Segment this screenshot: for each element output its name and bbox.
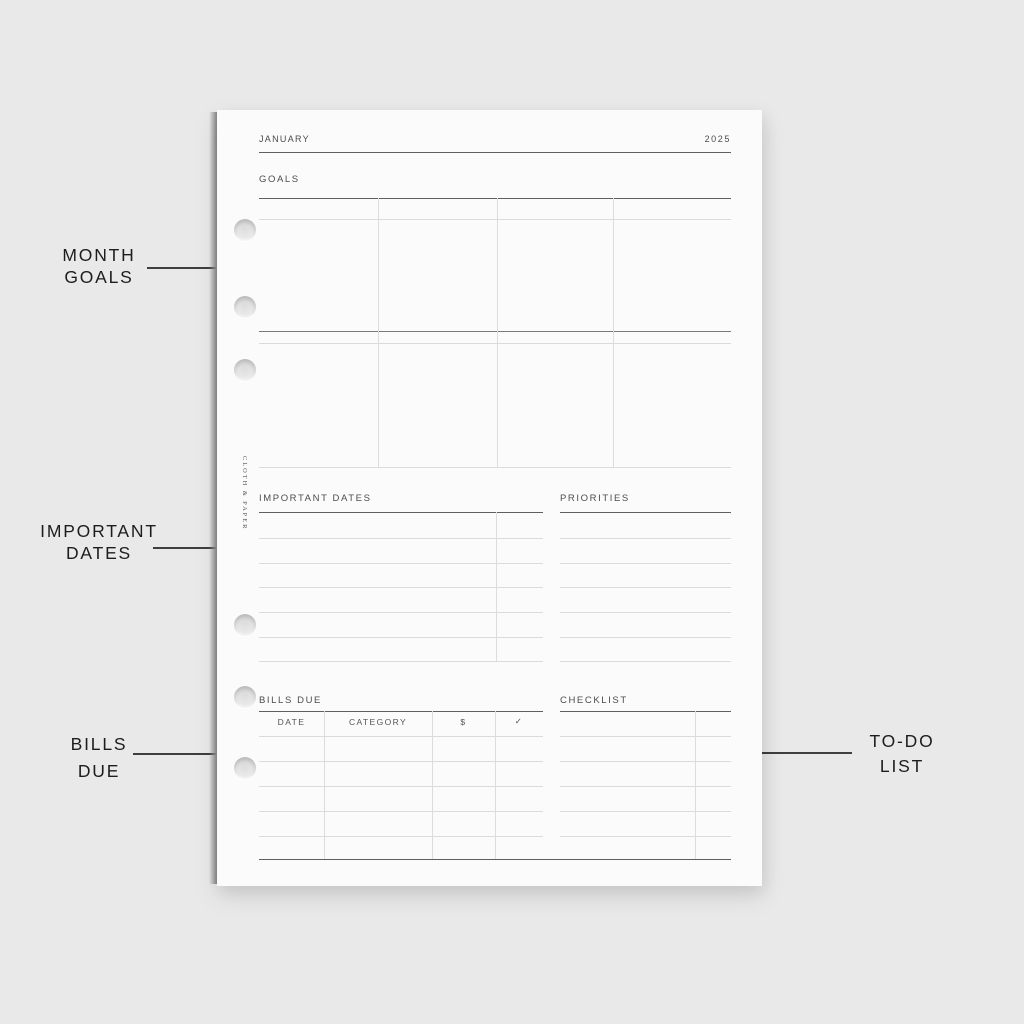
callout-todo-list: [822, 729, 982, 779]
binder-hole-6: [234, 757, 256, 779]
goals-grid-divider: [613, 198, 614, 467]
binder-hole-1: [234, 219, 256, 241]
ruled-line: [259, 587, 543, 588]
ruled-line: [259, 786, 543, 787]
ruled-line: [259, 637, 543, 638]
binder-hole-3: [234, 359, 256, 381]
important-dates-label: IMPORTANT DATES: [259, 493, 372, 504]
callout-todo-list-line2: LIST: [879, 756, 925, 776]
goals-rule: [259, 198, 731, 199]
ruled-line: [259, 563, 543, 564]
ruled-line: [560, 736, 731, 737]
checklist-rule: [560, 711, 731, 712]
callout-important-dates-line1: IMPORTANT: [40, 521, 158, 541]
brand-logo: CLOTH & PAPER: [241, 456, 248, 531]
ruled-line: [259, 761, 543, 762]
important-dates-rule: [259, 512, 543, 513]
callout-month-goals-line2: GOALS: [64, 267, 134, 287]
ruled-line: [259, 736, 543, 737]
goals-grid-line: [259, 343, 731, 344]
checklist-divider: [695, 711, 696, 859]
ruled-line: [259, 661, 543, 662]
bills-table-divider: [324, 711, 325, 859]
bottom-rule: [259, 859, 731, 860]
header-rule: [259, 152, 731, 153]
important-dates-divider: [496, 512, 497, 661]
ruled-line: [560, 836, 731, 837]
bills-col-amount: $: [460, 717, 467, 727]
bills-table-divider: [495, 711, 496, 859]
ruled-line: [560, 587, 731, 588]
goals-grid-line: [259, 467, 731, 468]
binder-hole-5: [234, 686, 256, 708]
callout-month-goals-line1: MONTH: [62, 245, 136, 265]
ruled-line: [560, 811, 731, 812]
goals-grid-divider: [378, 198, 379, 467]
callout-important-dates-line2: DATES: [65, 543, 133, 563]
ruled-line: [259, 811, 543, 812]
ruled-line: [560, 538, 731, 539]
month-title: JANUARY: [259, 134, 310, 144]
ruled-line: [560, 786, 731, 787]
ruled-line: [560, 637, 731, 638]
goals-grid-line: [259, 331, 731, 332]
bills-col-category: CATEGORY: [348, 717, 408, 727]
ruled-line: [259, 836, 543, 837]
callout-bills-due-line2: DUE: [77, 761, 121, 781]
ruled-line: [259, 612, 543, 613]
ruled-line: [560, 761, 731, 762]
callout-month-goals: [18, 244, 180, 288]
ruled-line: [560, 661, 731, 662]
goals-grid-line: [259, 219, 731, 220]
year-title: 2025: [704, 134, 731, 144]
ruled-line: [560, 612, 731, 613]
binder-hole-4: [234, 614, 256, 636]
bills-due-label: BILLS DUE: [259, 695, 322, 706]
priorities-rule: [560, 512, 731, 513]
binder-hole-2: [234, 296, 256, 318]
planner-page: [217, 110, 762, 886]
callout-todo-list-line1: TO-DO: [869, 731, 935, 751]
bills-due-rule: [259, 711, 543, 712]
goals-grid-divider: [497, 198, 498, 467]
callout-bills-due-line1: BILLS: [70, 734, 128, 754]
ruled-line: [560, 563, 731, 564]
bills-col-date: DATE: [277, 717, 306, 727]
callout-important-dates: [18, 520, 180, 564]
bills-col-check-icon: ✓: [514, 716, 524, 726]
goals-label: GOALS: [259, 174, 300, 185]
bills-table-divider: [432, 711, 433, 859]
ruled-line: [259, 538, 543, 539]
callout-bills-due: [18, 731, 180, 785]
checklist-label: CHECKLIST: [560, 695, 628, 706]
priorities-label: PRIORITIES: [560, 493, 630, 504]
